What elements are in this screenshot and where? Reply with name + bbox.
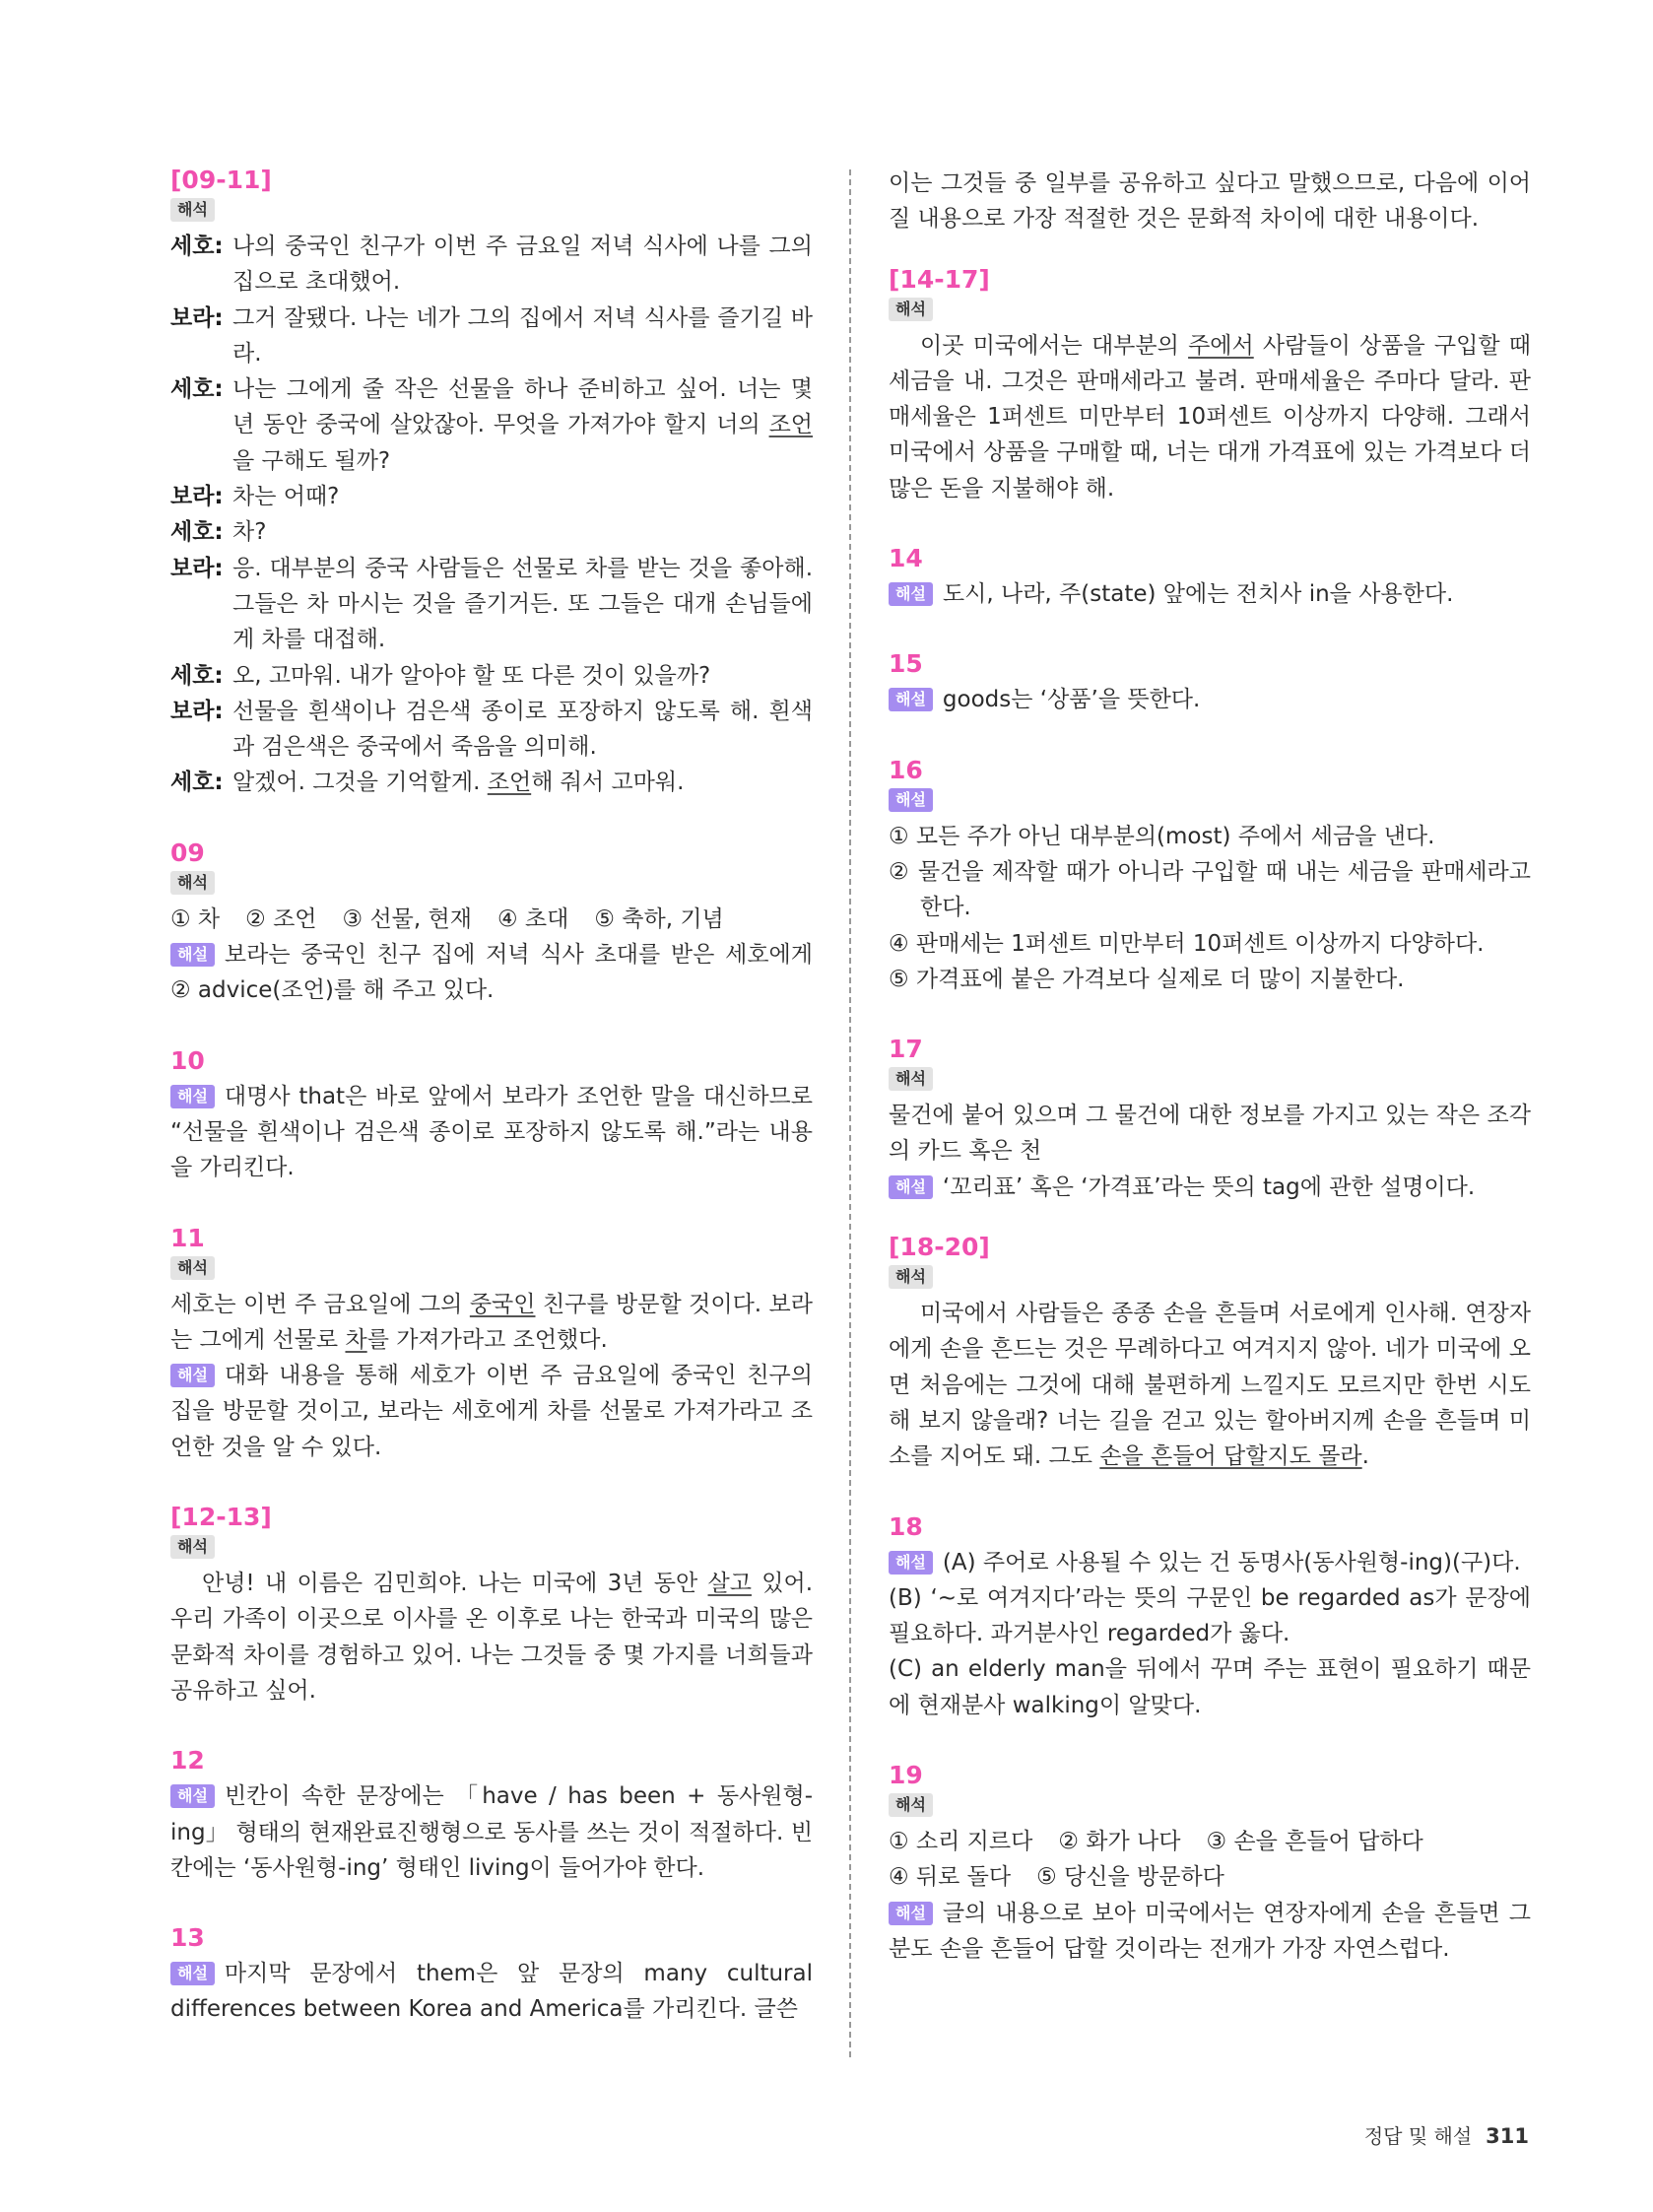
explanation-item: ④ 판매세는 1퍼센트 미만부터 10퍼센트 이상까지 다양하다. xyxy=(889,930,1485,957)
passage-18-20: 미국에서 사람들은 종종 손을 흔들며 서로에게 인사해. 연장자에게 손을 흔드는 것은 무례하다고 여겨지지 않아. 네가 미국에 오면 처음에는 그것에 대해 불편하게 느낄지도 모르지만 한번 시도해 보지 않을래? 너는 길을 걷고 있는 할아버지께 손을 흔들며 미소를 지어도 돼. 그도 손을 흔들어 답할지도 몰라. xyxy=(889,1301,1531,1470)
haeseol-label: 해설 xyxy=(170,943,215,967)
answer-choices xyxy=(170,902,813,937)
utterance: 나의 중국인 친구가 이번 주 금요일 저녁 식사에 나를 그의 집으로 초대했어. xyxy=(232,234,813,296)
haeseol-label: 해설 xyxy=(889,1175,933,1199)
haeseok-label: 해석 xyxy=(170,1256,215,1280)
utterance: 응. 대부분의 중국 사람들은 선물로 차를 받는 것을 좋아해. 그들은 차 마시는 것을 즐기거든. 또 그들은 대개 손님들에게 차를 대접해. xyxy=(232,555,813,653)
haeseok-label: 해석 xyxy=(889,1793,933,1817)
dialogue-line xyxy=(170,229,813,301)
speaker: 세호: xyxy=(170,519,224,546)
dialogue-line xyxy=(170,551,813,658)
haeseok-label: 해석 xyxy=(170,871,215,895)
haeseol-label: 해설 xyxy=(170,1784,215,1808)
utterance: 차? xyxy=(232,519,267,546)
dialogue-line xyxy=(170,765,813,800)
underlined-word: 조언 xyxy=(768,412,813,438)
translation-17: 물건에 붙어 있으며 그 물건에 대한 정보를 가지고 있는 작은 조각의 카드 혹은 천 xyxy=(889,1103,1531,1165)
page-number: 311 xyxy=(1486,2124,1529,2148)
explanation-item: ① 모든 주가 아닌 대부분의(most) 주에서 세금을 낸다. xyxy=(889,823,1435,849)
speaker: 세호: xyxy=(170,234,224,259)
explanation-18a: 해설 (A) 주어로 사용될 수 있는 건 동명사(동사원형-ing)(구)다. xyxy=(889,1545,1531,1580)
dialogue-line xyxy=(170,514,813,550)
answer-choices xyxy=(889,1824,1531,1859)
haeseol-label: 해설 xyxy=(889,1902,933,1925)
section-heading-12-13: [12-13] xyxy=(170,1503,272,1532)
haeseol-label: 해설 xyxy=(889,788,933,812)
dialogue-line xyxy=(170,371,813,479)
haeseol-label: 해설 xyxy=(170,1962,215,1985)
utterance: 차는 어때? xyxy=(232,484,340,510)
passage-12-13: 안녕! 내 이름은 김민희야. 나는 미국에 3년 동안 살고 있어. 우리 가족이 이곳으로 이사를 온 이후로 나는 한국과 미국의 많은 문화적 차이를 경험하고 있어. 나는 그것들 중 몇 가지를 너희들과 공유하고 싶어. xyxy=(170,1571,814,1704)
explanation-15: 해설 goods는 ‘상품’을 뜻한다. xyxy=(889,682,1531,717)
question-number-10: 10 xyxy=(170,1045,205,1075)
column-divider xyxy=(849,169,851,2057)
choice: ② 조언 xyxy=(245,905,317,932)
question-number-12: 12 xyxy=(170,1746,205,1776)
explanation-09: 해설 보라는 중국인 친구 집에 저녁 식사 초대를 받은 세호에게 ② advice(조언)를 해 주고 있다. xyxy=(170,942,813,1004)
haeseok-label: 해석 xyxy=(170,198,215,222)
question-number-18: 18 xyxy=(889,1511,923,1541)
question-number-11: 11 xyxy=(170,1223,205,1252)
utterance: 선물을 흰색이나 검은색 종이로 포장하지 않도록 해. 흰색과 검은색은 중국에서 죽음을 의미해. xyxy=(232,698,813,761)
choice: ④ 초대 xyxy=(496,905,569,932)
answer-choices xyxy=(889,1859,1531,1895)
speaker: 보라: xyxy=(170,304,224,331)
dialogue-line xyxy=(170,301,813,372)
question-number-13: 13 xyxy=(170,1923,205,1953)
page-footer xyxy=(1364,2120,1529,2149)
choice: ① 소리 지르다 xyxy=(889,1829,1033,1855)
haeseok-label: 해석 xyxy=(170,1535,215,1559)
underlined-word: 조언 xyxy=(487,770,532,796)
footer-title: 정답 및 해설 xyxy=(1363,2124,1473,2148)
speaker: 세호: xyxy=(170,662,224,689)
choice: ③ 선물, 현재 xyxy=(342,905,472,932)
utterance: 그거 잘됐다. 나는 네가 그의 집에서 저녁 식사를 즐기길 바라. xyxy=(232,304,813,367)
section-heading-09-11: [09-11] xyxy=(170,166,272,194)
question-number-19: 19 xyxy=(889,1761,923,1790)
haeseol-label: 해설 xyxy=(889,1551,933,1575)
right-column xyxy=(889,166,1531,1967)
dialogue-line xyxy=(170,694,813,766)
speaker: 보라: xyxy=(170,555,224,581)
choice: ⑤ 축하, 기념 xyxy=(594,905,724,932)
haeseok-label: 해석 xyxy=(889,1265,933,1289)
choice: ② 화가 나다 xyxy=(1058,1829,1181,1855)
haeseol-label: 해설 xyxy=(889,582,933,606)
speaker: 보라: xyxy=(170,698,224,724)
choice: ⑤ 당신을 방문하다 xyxy=(1036,1864,1224,1891)
utterance: 알겠어. 그것을 기억할게. 조언해 줘서 고마워. xyxy=(232,770,685,796)
speaker: 세호: xyxy=(170,376,224,403)
explanation-13: 해설 마지막 문장에서 them은 앞 문장의 many cultural differences between Korea and America를 가리킨다. 글쓴 xyxy=(170,1961,813,2023)
explanation-10: 해설 대명사 that은 바로 앞에서 보라가 조언한 말을 대신하므로 “선물을 흰색이나 검은색 종이로 포장하지 않도록 해.”라는 내용을 가리킨다. xyxy=(170,1083,813,1181)
explanation-12: 해설 빈칸이 속한 문장에는 「have / has been + 동사원형-ing」 형태의 현재완료진행형으로 동사를 쓰는 것이 적절하다. 빈칸에는 ‘동사원형-ing’ 형태인 living이 들어가야 한다. xyxy=(170,1783,813,1881)
speaker: 세호: xyxy=(170,770,224,796)
explanation-18c: (C) an elderly man을 뒤에서 꾸며 주는 표현이 필요하기 때문에 현재분사 walking이 알맞다. xyxy=(889,1656,1531,1718)
explanation-18b: (B) ‘~로 여겨지다’라는 뜻의 구문인 be regarded as가 문장에 필요하다. 과거분사인 regarded가 옳다. xyxy=(889,1584,1531,1647)
choice: ① 차 xyxy=(170,905,221,932)
choice: ③ 손을 흔들어 답하다 xyxy=(1206,1829,1423,1855)
section-heading-18-20: [18-20] xyxy=(889,1233,990,1262)
question-number-15: 15 xyxy=(889,649,923,679)
choice: ④ 뒤로 돌다 xyxy=(889,1864,1012,1891)
dialogue xyxy=(170,229,813,801)
question-number-14: 14 xyxy=(889,544,923,573)
utterance: 오, 고마워. 내가 알아야 할 또 다른 것이 있을까? xyxy=(232,662,711,689)
question-number-17: 17 xyxy=(889,1035,923,1064)
haeseol-label: 해설 xyxy=(170,1085,215,1108)
dialogue-line xyxy=(170,658,813,694)
haeseol-label: 해설 xyxy=(889,688,933,711)
passage-14-17: 이곳 미국에서는 대부분의 주에서 사람들이 상품을 구입할 때 세금을 내. 그것은 판매세라고 불려. 판매세율은 주마다 달라. 판매세율은 1퍼센트 미만부터 10퍼센트 이상까지 다양해. 그래서 미국에서 상품을 구매할 때, 너는 대개 가격표에 있는 가격보다 더 많은 돈을 지불해야 해. xyxy=(889,332,1531,502)
haeseok-label: 해석 xyxy=(889,298,933,321)
dialogue-line xyxy=(170,479,813,514)
left-column xyxy=(170,166,813,2028)
speaker: 보라: xyxy=(170,484,224,510)
explanation-14: 해설 도시, 나라, 주(state) 앞에는 전치사 in을 사용한다. xyxy=(889,576,1531,612)
translation-11: 세호는 이번 주 금요일에 그의 중국인 친구를 방문할 것이다. 보라는 그에게 선물로 차를 가져가라고 조언했다. xyxy=(170,1291,813,1353)
explanation-11: 해설 대화 내용을 통해 세호가 이번 주 금요일에 중국인 친구의 집을 방문할 것이고, 보라는 세호에게 차를 선물로 가져가라고 조언한 것을 알 수 있다. xyxy=(170,1363,813,1460)
explanation-17: 해설 ‘꼬리표’ 혹은 ‘가격표’라는 뜻의 tag에 관한 설명이다. xyxy=(889,1170,1531,1205)
section-heading-14-17: [14-17] xyxy=(889,264,990,294)
explanation-13-continued: 이는 그것들 중 일부를 공유하고 싶다고 말했으므로, 다음에 이어질 내용으로 가장 적절한 것은 문화적 차이에 대한 내용이다. xyxy=(889,170,1531,233)
haeseok-label: 해석 xyxy=(889,1067,933,1091)
question-number-09: 09 xyxy=(170,838,205,867)
haeseol-label: 해설 xyxy=(170,1364,215,1387)
question-number-16: 16 xyxy=(889,755,923,784)
explanation-19: 해설 글의 내용으로 보아 미국에서는 연장자에게 손을 흔들면 그분도 손을 흔들어 답할 것이라는 전개가 가장 자연스럽다. xyxy=(889,1900,1531,1962)
explanation-item: ② 물건을 제작할 때가 아니라 구입할 때 내는 세금을 판매세라고 한다. xyxy=(889,858,1531,921)
explanation-item: ⑤ 가격표에 붙은 가격보다 실제로 더 많이 지불한다. xyxy=(889,966,1405,992)
utterance: 나는 그에게 줄 작은 선물을 하나 준비하고 싶어. 너는 몇 년 동안 중국에 살았잖아. 무엇을 가져가야 할지 너의 조언을 구해도 될까? xyxy=(232,376,813,474)
